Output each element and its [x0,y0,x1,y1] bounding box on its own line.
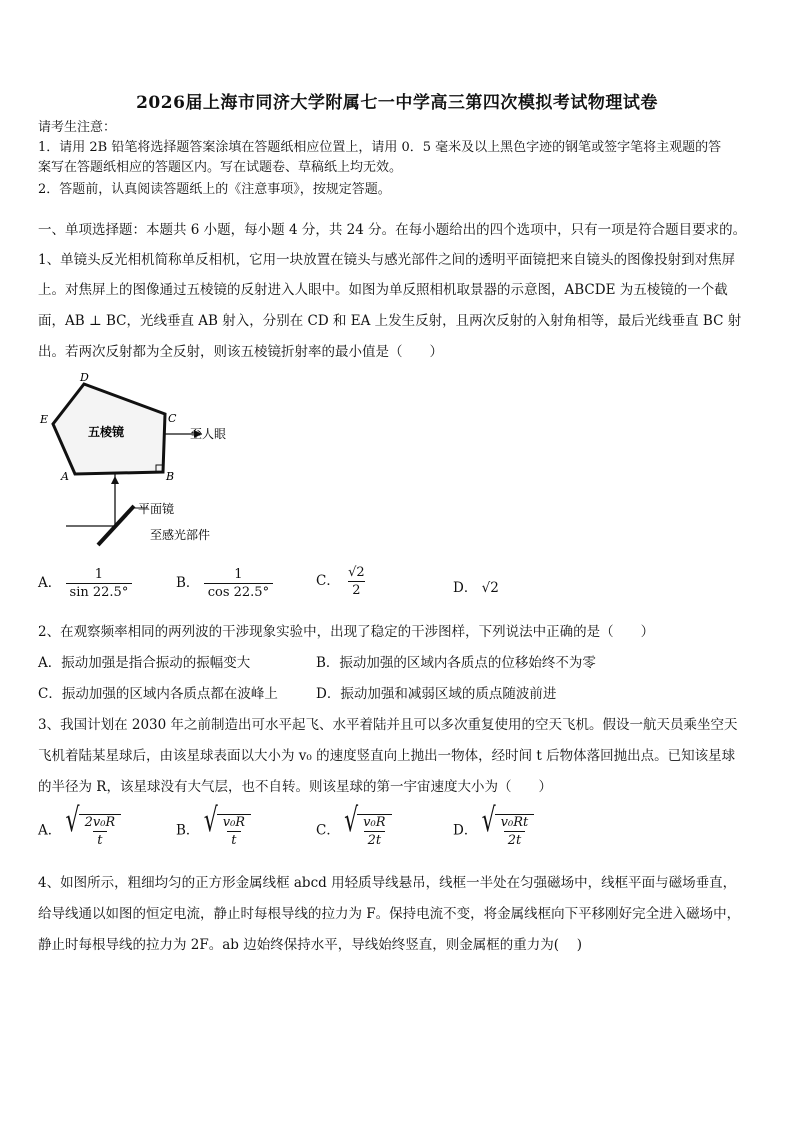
notice-heading: 请考生注意： [38,120,117,135]
q4-line-2: 给导线通以如图的恒定电流，静止时每根导线的拉力为 F。保持电流不变，将金属线框向下平移刚好完全进入磁场中， [38,906,741,922]
vertex-c: C [168,412,177,425]
vertex-b: B [166,470,175,483]
vertex-e: E [40,413,49,426]
q1-option-c-numerator: √2 [348,565,365,580]
q3-line-1: 3、我国计划在 2030 年之前制造出可水平起飞、水平着陆并且可以多次重复使用的空天飞机。假设一航天员乘坐空天 [38,717,738,733]
q1-option-b-label: B． [176,575,200,591]
sensor-label: 至感光部件 [150,528,211,542]
arrow-up-icon [111,476,119,484]
q1-line-3: 面，AB ⊥ BC，光线垂直 AB 射入，分别在 CD 和 EA 上发生反射，且两次反射的入射角相等，最后光线垂直 BC 射 [38,313,742,329]
q3-option-b-root [203,802,251,848]
radical-icon: √ [203,802,218,840]
q2-stem: 2、在观察频率相同的两列波的干涉现象实验中，出现了稳定的干涉图样，下列说法中正确的是（ ） [38,624,655,640]
q1-line-4: 出。若两次反射都为全反射，则该五棱镜折射率的最小值是（ ） [38,344,443,360]
q3-option-b[interactable] [176,802,251,848]
q1-option-b-fraction [204,567,273,600]
q1-option-c-label: C． [316,573,340,589]
q3-option-d[interactable] [453,802,534,848]
vertex-d: D [80,371,89,384]
q3-option-d-label: D． [453,822,478,839]
q3-option-d-numerator: v₀Rt [500,815,529,830]
page-title: 2026届上海市同济大学附属七一中学高三第四次模拟考试物理试卷 [136,93,658,113]
q1-line-2: 上。对焦屏上的图像通过五棱镜的反射进入人眼中。如图为单反照相机取景器的示意图，ABCDE 为五棱镜的一个截 [38,282,728,298]
radical-icon: √ [481,802,496,840]
q1-prism-figure [30,368,270,554]
q3-option-a-root [65,802,122,848]
q1-option-d-label: D． [453,580,478,596]
q1-option-c[interactable] [316,565,369,598]
q1-option-a-numerator: 1 [94,567,104,582]
q2-option-d[interactable]: D．振动加强和减弱区域的质点随波前进 [316,686,557,702]
q1-option-b-numerator: 1 [234,567,243,582]
q1-option-a-fraction [66,567,133,600]
q3-option-d-root [481,802,535,848]
section-heading: 一、单项选择题：本题共 6 小题，每小题 4 分，共 24 分。在每小题给出的四个选项中，只有一项是符合题目要求的。 [38,222,747,238]
q1-option-c-fraction [344,565,369,598]
notice-item-1-line-1: 1．请用 2B 铅笔将选择题答案涂填在答题纸相应位置上，请用 0．5 毫米及以上黑色字迹的钢笔或签字笔将主观题的答 [38,140,722,155]
q2-option-c[interactable]: C．振动加强的区域内各质点都在波峰上 [38,686,278,702]
q1-option-a-label: A． [38,575,62,591]
q3-option-c-label: C． [316,822,340,839]
q2-option-b[interactable]: B．振动加强的区域内各质点的位移始终不为零 [316,655,596,671]
q3-option-b-numerator: v₀R [222,815,246,830]
mirror-label: 平面镜 [138,502,175,516]
q3-option-b-denominator: t [227,831,240,848]
q2-option-a[interactable]: A．振动加强是指合振动的振幅变大 [38,655,251,671]
q3-option-a-label: A． [38,822,62,839]
eye-label: 至人眼 [190,427,227,441]
q4-line-3: 静止时每根导线的拉力为 2F。ab 边始终保持水平，导线始终竖直，则金属框的重力为( ) [38,937,583,953]
q3-option-a-denominator: t [93,831,106,848]
q3-option-c[interactable] [316,802,392,848]
q3-option-c-numerator: v₀R [363,815,386,830]
q3-option-d-denominator: 2t [504,831,526,848]
q3-option-c-denominator: 2t [364,831,386,848]
q1-option-d-value: √2 [481,580,499,596]
radical-icon: √ [65,802,80,840]
vertex-a: A [61,470,69,483]
q1-option-d[interactable] [453,576,499,596]
q1-line-1: 1、单镜头反光相机简称单反相机，它用一块放置在镜头与感光部件之间的透明平面镜把来自镜头的图像投射到对焦屏 [38,252,736,268]
q4-line-1: 4、如图所示，粗细均匀的正方形金属线框 abcd 用轻质导线悬吊，线框一半处在匀强磁场中，线框平面与磁场垂直， [38,875,737,891]
q1-option-b[interactable] [176,567,273,600]
notice-item-2: 2．答题前，认真阅读答题纸上的《注意事项》，按规定答题。 [38,182,391,197]
q3-option-a[interactable] [38,802,121,848]
q1-option-a[interactable] [38,567,132,600]
q1-option-c-denominator: 2 [348,581,364,598]
radical-icon: √ [344,802,359,840]
q3-line-3: 的半径为 R，该星球没有大气层，也不自转。则该星球的第一宇宙速度大小为（ ） [38,779,552,795]
q3-line-2: 飞机着陆某星球后，由该星球表面以大小为 v₀ 的速度竖直向上抛出一物体，经时间 t 后物体落回抛出点。已知该星球 [38,748,736,764]
q1-option-a-denominator: sin 22.5° [66,583,133,600]
notice-item-1-line-2: 案写在答题纸相应的答题区内。写在试题卷、草稿纸上均无效。 [38,160,403,175]
q3-option-a-numerator: 2v₀R [84,815,116,830]
q3-option-c-root [344,802,391,848]
q1-option-b-denominator: cos 22.5° [204,583,273,600]
prism-label: 五棱镜 [88,425,125,439]
q3-option-b-label: B． [176,822,200,839]
